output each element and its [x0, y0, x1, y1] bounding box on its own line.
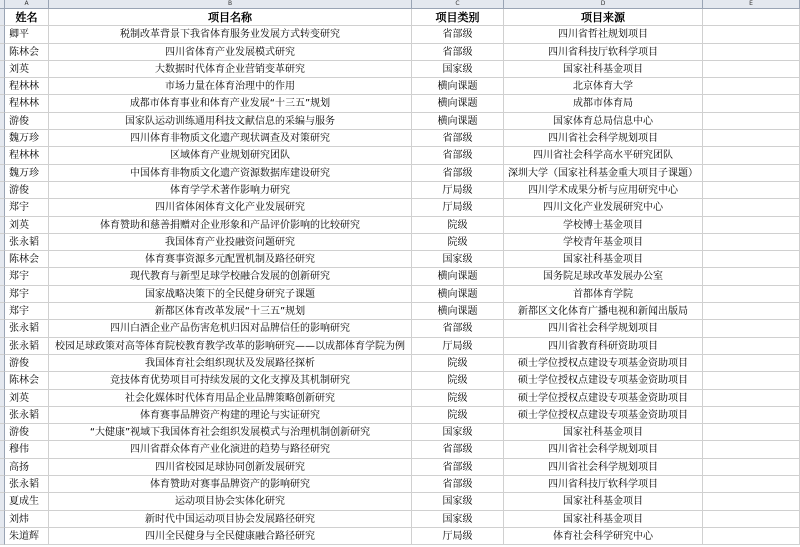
cell-name[interactable]: 郑宇	[5, 286, 49, 303]
cell-category[interactable]: 省部级	[412, 147, 504, 164]
empty-cell[interactable]	[703, 44, 800, 61]
cell-name[interactable]: 陈林会	[5, 251, 49, 268]
cell-source[interactable]: 国家体育总局信息中心	[504, 113, 703, 130]
cell-category[interactable]: 院级	[412, 217, 504, 234]
cell-name[interactable]: 陈林会	[5, 372, 49, 389]
cell-category[interactable]: 省部级	[412, 44, 504, 61]
cell-category[interactable]: 横向课题	[412, 95, 504, 112]
cell-name[interactable]: 魏万珍	[5, 165, 49, 182]
cell-category[interactable]: 横向课题	[412, 113, 504, 130]
cell-title[interactable]: 社会化媒体时代体育用品企业品牌策略创新研究	[49, 390, 412, 407]
cell-category[interactable]: 院级	[412, 372, 504, 389]
cell-category[interactable]: 省部级	[412, 476, 504, 493]
empty-cell[interactable]	[703, 165, 800, 182]
table-row	[0, 303, 800, 320]
cell-category[interactable]: 厅局级	[412, 182, 504, 199]
empty-cell[interactable]	[703, 78, 800, 95]
cell-title[interactable]: 成都市体育事业和体育产业发展“十三五”规划	[49, 95, 412, 112]
empty-cell[interactable]	[703, 113, 800, 130]
table-row	[0, 459, 800, 476]
table-row	[0, 234, 800, 251]
cell-category[interactable]: 横向课题	[412, 303, 504, 320]
empty-cell[interactable]	[703, 217, 800, 234]
cell-source[interactable]: 国家社科基金项目	[504, 424, 703, 441]
cell-name[interactable]: 陈林会	[5, 44, 49, 61]
cell-category[interactable]: 横向课题	[412, 286, 504, 303]
empty-cell[interactable]	[703, 372, 800, 389]
table-row	[0, 61, 800, 78]
cell-source[interactable]: 四川省教育科研资助项目	[504, 338, 703, 355]
cell-source[interactable]: 国务院足球改革发展办公室	[504, 268, 703, 285]
table-row	[0, 95, 800, 112]
cell-title[interactable]: 体育赛事资源多元配置机制及路径研究	[49, 251, 412, 268]
cell-name[interactable]: 张永韬	[5, 338, 49, 355]
cell-source[interactable]: 成都市体育局	[504, 95, 703, 112]
cell-source[interactable]: 国家社科基金项目	[504, 493, 703, 510]
cell-source[interactable]: 北京体育大学	[504, 78, 703, 95]
cell-source[interactable]: 四川文化产业发展研究中心	[504, 199, 703, 216]
cell-category[interactable]: 厅局级	[412, 528, 504, 545]
cell-title[interactable]: 四川省体闲体育文化产业发展研究	[49, 199, 412, 216]
cell-source[interactable]: 硕士学位授权点建设专项基金资助项目	[504, 355, 703, 372]
cell-source[interactable]: 学校博士基金项目	[504, 217, 703, 234]
cell-source[interactable]: 体育社会科学研究中心	[504, 528, 703, 545]
cell-title[interactable]: 税制改革背景下我省体育服务业发展方式转变研究	[49, 26, 412, 43]
table-row	[0, 441, 800, 458]
cell-source[interactable]: 四川学术成果分析与应用研究中心	[504, 182, 703, 199]
cell-name[interactable]: 卿平	[5, 26, 49, 43]
empty-cell[interactable]	[703, 338, 800, 355]
cell-category[interactable]: 厅局级	[412, 199, 504, 216]
empty-cell[interactable]	[703, 26, 800, 43]
cell-category[interactable]: 省部级	[412, 26, 504, 43]
table-row	[0, 338, 800, 355]
cell-category[interactable]: 国家级	[412, 251, 504, 268]
cell-source[interactable]: 四川省社会科学规划项目	[504, 459, 703, 476]
empty-cell[interactable]	[703, 199, 800, 216]
cell-source[interactable]: 四川省科技厅软科学项目	[504, 44, 703, 61]
cell-source[interactable]: 四川省社会科学规划项目	[504, 130, 703, 147]
cell-title[interactable]: 市场力量在体育治理中的作用	[49, 78, 412, 95]
empty-cell[interactable]	[703, 459, 800, 476]
cell-category[interactable]: 院级	[412, 234, 504, 251]
cell-source[interactable]: 硕士学位授权点建设专项基金资助项目	[504, 407, 703, 424]
cell-title[interactable]: 体育赞助对赛事品牌资产的影响研究	[49, 476, 412, 493]
header-source[interactable]: 项目来源	[504, 9, 703, 26]
table-row	[0, 372, 800, 389]
cell-category[interactable]: 国家级	[412, 424, 504, 441]
table-row	[0, 113, 800, 130]
cell-category[interactable]: 省部级	[412, 320, 504, 337]
table-body	[0, 26, 800, 545]
cell-name[interactable]: 郑宇	[5, 303, 49, 320]
cell-name[interactable]: 朱道辉	[5, 528, 49, 545]
cell-title[interactable]: 体育学学术著作影响力研究	[49, 182, 412, 199]
cell-category[interactable]: 院级	[412, 390, 504, 407]
cell-name[interactable]: 刘英	[5, 61, 49, 78]
cell-name[interactable]: 张永韬	[5, 234, 49, 251]
cell-category[interactable]: 国家级	[412, 493, 504, 510]
empty-cell[interactable]	[703, 130, 800, 147]
cell-title[interactable]: 四川体育非物质文化遗产现状调查及对策研究	[49, 130, 412, 147]
cell-source[interactable]: 新都区文化体育广播电视和新闻出版局	[504, 303, 703, 320]
cell-title[interactable]: 体育赞助和慈善捐赠对企业形象和产品评价影响的比较研究	[49, 217, 412, 234]
cell-category[interactable]: 国家级	[412, 61, 504, 78]
table-row	[0, 511, 800, 528]
cell-source[interactable]: 深圳大学（国家社科基金重大项目子课题）	[504, 165, 703, 182]
table-row	[0, 130, 800, 147]
cell-source[interactable]: 四川省社会科学规划项目	[504, 441, 703, 458]
cell-source[interactable]: 硕士学位授权点建设专项基金资助项目	[504, 372, 703, 389]
cell-name[interactable]: 夏成生	[5, 493, 49, 510]
cell-category[interactable]: 厅局级	[412, 338, 504, 355]
column-letter-b[interactable]: B	[49, 0, 412, 8]
empty-cell[interactable]	[703, 493, 800, 510]
cell-source[interactable]: 四川省科技厅软科学项目	[504, 476, 703, 493]
cell-title[interactable]: 我国体育产业投融资问题研究	[49, 234, 412, 251]
column-letter-a[interactable]: A	[5, 0, 49, 8]
table-row	[0, 44, 800, 61]
column-letter-e[interactable]: E	[703, 0, 800, 8]
table-row	[0, 355, 800, 372]
cell-title[interactable]: 我国体育社会组织现状及发展路径探析	[49, 355, 412, 372]
cell-name[interactable]: 程林林	[5, 147, 49, 164]
empty-cell[interactable]	[703, 320, 800, 337]
cell-name[interactable]: 张永韬	[5, 407, 49, 424]
empty-cell[interactable]	[703, 303, 800, 320]
table-row	[0, 147, 800, 164]
cell-source[interactable]: 硕士学位授权点建设专项基金资助项目	[504, 390, 703, 407]
cell-category[interactable]: 国家级	[412, 511, 504, 528]
cell-title[interactable]: 中国体育非物质文化遗产资源数据库建设研究	[49, 165, 412, 182]
cell-name[interactable]: 刘炜	[5, 511, 49, 528]
cell-name[interactable]: 游俊	[5, 113, 49, 130]
table-row	[0, 199, 800, 216]
header-title[interactable]: 项目名称	[49, 9, 412, 26]
cell-name[interactable]: 游俊	[5, 182, 49, 199]
cell-title[interactable]: 体育赛事品牌资产构建的理论与实证研究	[49, 407, 412, 424]
cell-title[interactable]: 四川省体育产业发展模式研究	[49, 44, 412, 61]
table-row	[0, 217, 800, 234]
empty-cell[interactable]	[703, 407, 800, 424]
cell-category[interactable]: 省部级	[412, 165, 504, 182]
table-row	[0, 165, 800, 182]
header-name[interactable]: 姓名	[5, 9, 49, 26]
cell-category[interactable]: 院级	[412, 355, 504, 372]
table-row	[0, 182, 800, 199]
empty-cell[interactable]	[703, 61, 800, 78]
table-row	[0, 78, 800, 95]
table-row	[0, 407, 800, 424]
empty-cell[interactable]	[703, 528, 800, 545]
cell-category[interactable]: 横向课题	[412, 78, 504, 95]
cell-title[interactable]: 四川省校园足球协同创新发展研究	[49, 459, 412, 476]
cell-source[interactable]: 四川省哲社规划项目	[504, 26, 703, 43]
cell-name[interactable]: 游俊	[5, 355, 49, 372]
cell-title[interactable]: 竞技体育优势项目可持续发展的文化支撑及其机制研究	[49, 372, 412, 389]
cell-source[interactable]: 国家社科基金项目	[504, 511, 703, 528]
cell-title[interactable]: 国家队运动训练通用科技文献信息的采编与服务	[49, 113, 412, 130]
header-category[interactable]: 项目类别	[412, 9, 504, 26]
empty-cell[interactable]	[703, 424, 800, 441]
table-row	[0, 268, 800, 285]
cell-title[interactable]: “大健康”视域下我国体育社会组织发展模式与治理机制创新研究	[49, 424, 412, 441]
cell-source[interactable]: 四川省社会科学规划项目	[504, 320, 703, 337]
empty-cell[interactable]	[703, 441, 800, 458]
empty-cell[interactable]	[703, 268, 800, 285]
empty-cell[interactable]	[703, 147, 800, 164]
cell-name[interactable]: 张永韬	[5, 476, 49, 493]
column-letter-header	[0, 0, 800, 9]
cell-source[interactable]: 首都体育学院	[504, 286, 703, 303]
table-row	[0, 251, 800, 268]
table-row	[0, 26, 800, 43]
cell-title[interactable]: 区域体育产业规划研究团队	[49, 147, 412, 164]
cell-category[interactable]: 省部级	[412, 459, 504, 476]
empty-cell[interactable]	[703, 355, 800, 372]
table-row	[0, 390, 800, 407]
cell-title[interactable]: 四川白酒企业产品伤害危机归因对品牌信任的影响研究	[49, 320, 412, 337]
empty-cell[interactable]	[703, 511, 800, 528]
cell-name[interactable]: 游俊	[5, 424, 49, 441]
cell-name[interactable]: 郑宇	[5, 199, 49, 216]
empty-cell[interactable]	[703, 251, 800, 268]
table-row	[0, 424, 800, 441]
cell-name[interactable]: 高扬	[5, 459, 49, 476]
cell-source[interactable]: 学校青年基金项目	[504, 234, 703, 251]
cell-name[interactable]: 刘英	[5, 390, 49, 407]
cell-title[interactable]: 现代教育与新型足球学校融合发展的创新研究	[49, 268, 412, 285]
table-row	[0, 476, 800, 493]
empty-cell[interactable]	[703, 182, 800, 199]
empty-cell[interactable]	[703, 286, 800, 303]
cell-title[interactable]: 四川全民健身与全民健康融合路径研究	[49, 528, 412, 545]
cell-category[interactable]: 横向课题	[412, 268, 504, 285]
empty-cell[interactable]	[703, 390, 800, 407]
table-row	[0, 320, 800, 337]
cell-source[interactable]: 国家社科基金项目	[504, 61, 703, 78]
column-letter-c[interactable]: C	[412, 0, 504, 8]
table-row	[0, 493, 800, 510]
empty-cell[interactable]	[703, 95, 800, 112]
cell-name[interactable]: 程林林	[5, 78, 49, 95]
cell-name[interactable]: 穆伟	[5, 441, 49, 458]
cell-name[interactable]: 魏万珍	[5, 130, 49, 147]
cell-title[interactable]: 新时代中国运动项目协会发展路径研究	[49, 511, 412, 528]
table-row	[0, 528, 800, 545]
cell-name[interactable]: 刘英	[5, 217, 49, 234]
cell-title[interactable]: 国家战略决策下的全民健身研究子课题	[49, 286, 412, 303]
cell-category[interactable]: 省部级	[412, 441, 504, 458]
cell-title[interactable]: 新都区体育改革发展“十三五”规划	[49, 303, 412, 320]
cell-source[interactable]: 四川省社会科学高水平研究团队	[504, 147, 703, 164]
cell-category[interactable]: 院级	[412, 407, 504, 424]
empty-cell[interactable]	[703, 234, 800, 251]
cell-title[interactable]: 运动项目协会实体化研究	[49, 493, 412, 510]
cell-name[interactable]: 郑宇	[5, 268, 49, 285]
cell-title[interactable]: 四川省群众体育产业化演进的趋势与路径研究	[49, 441, 412, 458]
empty-cell[interactable]	[703, 476, 800, 493]
empty-cell[interactable]	[703, 9, 800, 26]
cell-title[interactable]: 校园足球政策对高等体育院校教育教学改革的影响研究——以成都体育学院为例	[49, 338, 412, 355]
column-letter-d[interactable]: D	[504, 0, 703, 8]
table-header-row	[0, 9, 800, 26]
table-row	[0, 286, 800, 303]
cell-name[interactable]: 程林林	[5, 95, 49, 112]
cell-source[interactable]: 国家社科基金项目	[504, 251, 703, 268]
cell-name[interactable]: 张永韬	[5, 320, 49, 337]
cell-title[interactable]: 大数据时代体育企业营销变革研究	[49, 61, 412, 78]
cell-category[interactable]: 省部级	[412, 130, 504, 147]
